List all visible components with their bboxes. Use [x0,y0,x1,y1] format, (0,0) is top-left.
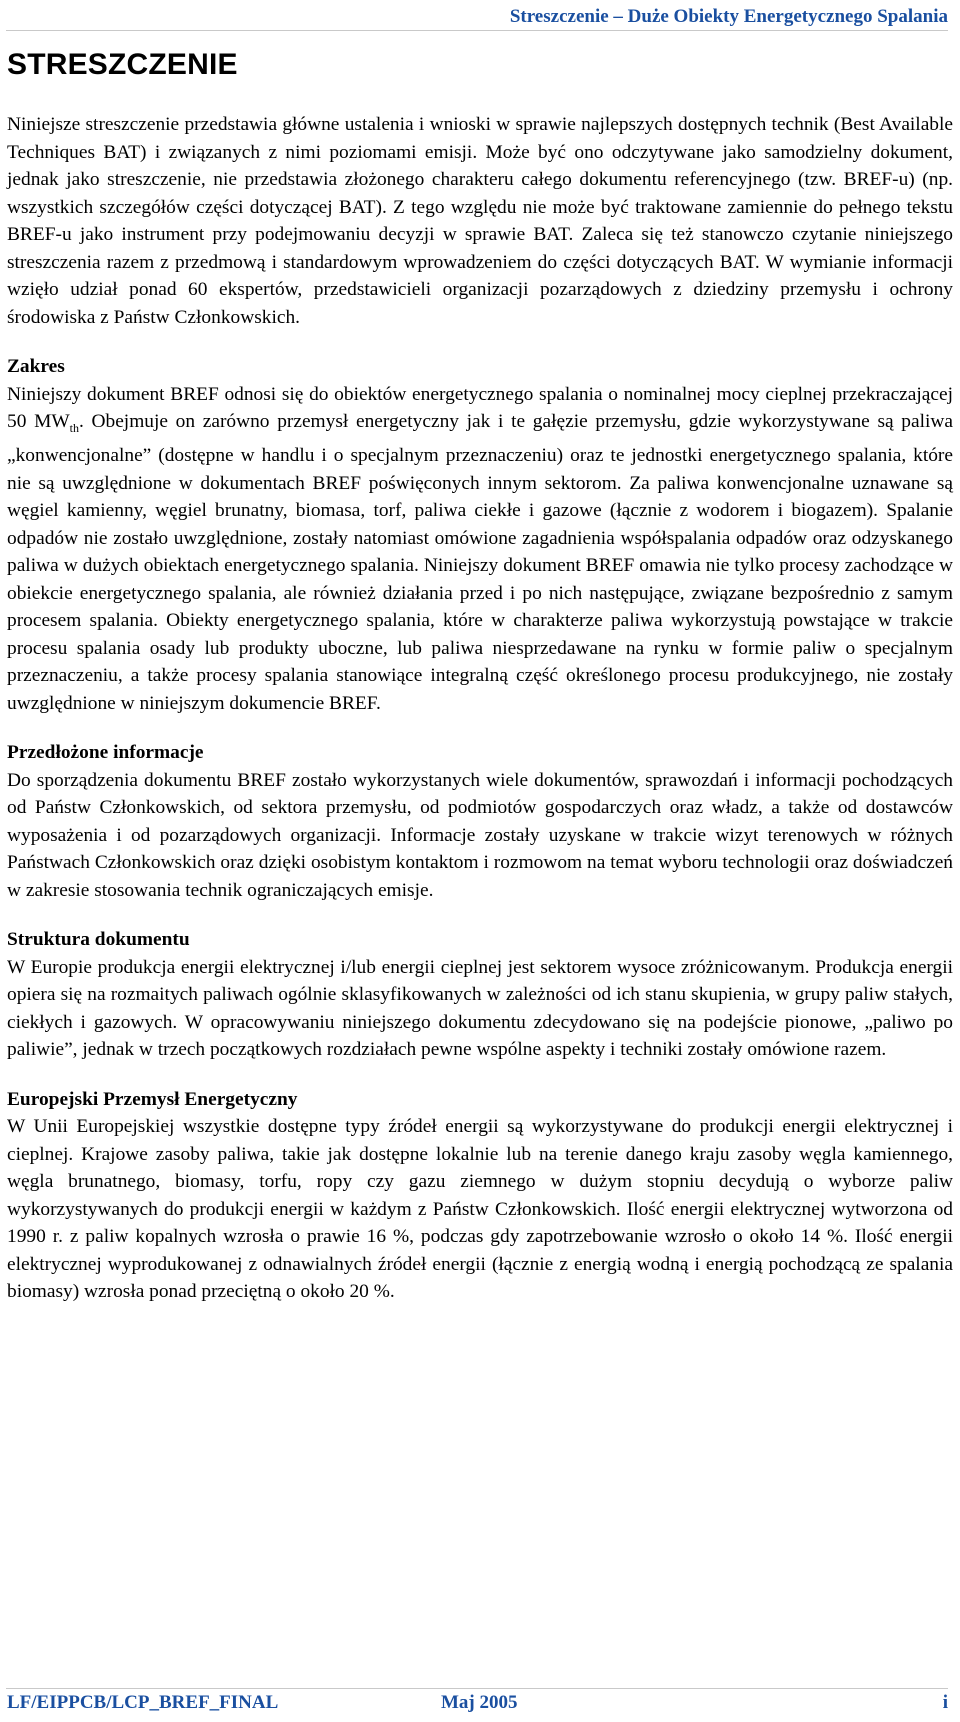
scope-subscript: th [69,420,79,435]
industry-paragraph: W Unii Europejskiej wszystkie dostępne typy źródeł energii są wykorzystywane do produkcji energii elektrycznej i cieplnej. Krajowe zasoby paliwa, takie jak dostępne lokalnie lub na terenie danego kraju zasoby węgla kamiennego, węgla brunatnego, biomasy, torfu, ropy czy gazu ziemnego w dużym stopniu decydują o wyborze paliw wykorzystywanych do produkcji energii w każdym z Państw Członkowskich. Ilość energii elektrycznej wytworzona od 1990 r. z paliw kopalnych wzrosła o prawie 16 %, podczas gdy zapotrzebowanie wzrosło o około 14 %. Ilość energii elektrycznej wyprodukowanej z odnawialnych źródeł energii (łącznie z energią wodną i energią pochodzącą ze spalania biomasy) wzrosła ponad przeciętną o około 20 %. [7,1116,953,1303]
scope-paragraph [7,381,953,718]
section-heading-scope: Zakres [7,356,65,377]
header-divider [6,30,948,31]
footer-document-id: LF/EIPPCB/LCP_BREF_FINAL [7,1692,279,1713]
section-industry [7,1086,953,1306]
section-heading-information: Przedłożone informacje [7,742,204,764]
section-structure [7,926,953,1064]
scope-text-after: . Obejmuje on zarówno przemysł energetyczny jak i te gałęzie przemysłu, gdzie wykorzystywane są paliwa „konwencjonalne” (dostępne w handlu i o specjalnym przeznaczeniu) oraz te jednostki energetycznego spalania, które nie są uwzględnione w dokumentach BREF poświęconych innym sektorom. Za paliwa konwencjonalne uznawane są węgiel kamienny, węgiel brunatny, biomasa, torf, paliwa ciekłe i gazowe (łącznie z wodorem i biogazem). Spalanie odpadów nie zostało uwzględnione, zostały natomiast omówione zagadnienia współspalania odpadów oraz odzyskanego paliwa w dużych obiektach energetycznego spalania. Niniejszy dokument BREF omawia nie tylko procesy zachodzące w obiekcie energetycznego spalania, ale również działania przed i po nich następujące, związane bezpośrednio z samym procesem spalania. Obiekty energetycznego spalania, które w charakterze paliwa wykorzystują powstające w trakcie procesu spalania osady lub produkty uboczne, lub paliwa niesprzedawane na rynku w formie paliw o specjalnym przeznaczeniu, a także procesy spalania stanowiące integralną część określonego procesu produkcyjnego, nie zostały uwzględnione w niniejszym dokumencie BREF. [7,411,953,714]
structure-paragraph: W Europie produkcja energii elektrycznej i/lub energii cieplnej jest sektorem wysoce zróżnicowanym. Produkcja energii opiera się na rozmaitych paliwach ogólnie sklasyfikowanych w zależności od ich stanu skupienia, w grupy paliw stałych, ciekłych i gazowych. W opracowywaniu niniejszego dokumentu zdecydowano się na podejście pionowe, „paliwo po paliwie”, jednak w trzech początkowych rozdziałach pewne wspólne aspekty i techniki zostały omówione razem. [7,956,953,1061]
footer-page-number: i [942,1692,948,1713]
section-heading-structure: Struktura dokumentu [7,929,190,951]
section-scope [7,353,953,717]
intro-paragraph: Niniejsze streszczenie przedstawia główne ustalenia i wnioski w sprawie najlepszych dostępnych technik (Best Available Techniques BAT) i związanych z nimi poziomami emisji. Może być ono odczytywane jako samodzielny dokument, jednak jako streszczenie, nie przedstawia złożonego charakteru całego dokumentu referencyjnego (tzw. BREF-u) (np. wszystkich szczegółów części dotyczącej BAT). Z tego względu nie może być traktowane zamiennie do pełnego tekstu BREF-u jako instrument przy podejmowaniu decyzji w sprawie BAT. Zaleca się też stanowczo czytanie niniejszego streszczenia razem z przedmową i standardowym wprowadzeniem do części dotyczących BAT. W wymianie informacji wzięło udział ponad 60 ekspertów, przedstawicieli organizacji pozarządowych z dziedziny przemysłu i ochrony środowiska z Państw Członkowskich. [7,114,953,328]
scope-text-before: Niniejszy dokument BREF odnosi się do obiektów energetycznego spalania o nominalnej mocy cieplnej przekraczającej 50 MW [7,383,953,432]
footer-divider [6,1688,948,1689]
footer-date: Maj 2005 [441,1692,518,1713]
running-header: Streszczenie – Duże Obiekty Energetycznego Spalania [509,6,948,27]
section-heading-industry: Europejski Przemysł Energetyczny [7,1088,298,1110]
document-body [7,111,953,1306]
page-footer [7,1692,948,1718]
section-information [7,739,953,904]
page-title: STRESZCZENIE [7,48,238,81]
information-paragraph: Do sporządzenia dokumentu BREF zostało wykorzystanych wiele dokumentów, sprawozdań i informacji pochodzących od Państw Członkowskich, od sektora przemysłu, od podmiotów gospodarczych oraz władz, a także od dostawców wyposażenia i od pozarządowych organizacji. Informacje zostały uzyskane w trakcie wizyt terenowych w różnych Państwach Członkowskich oraz dzięki osobistym kontaktom i rozmowom na temat wyboru technologii oraz doświadczeń w zakresie stosowania technik ograniczających emisje. [7,769,953,901]
